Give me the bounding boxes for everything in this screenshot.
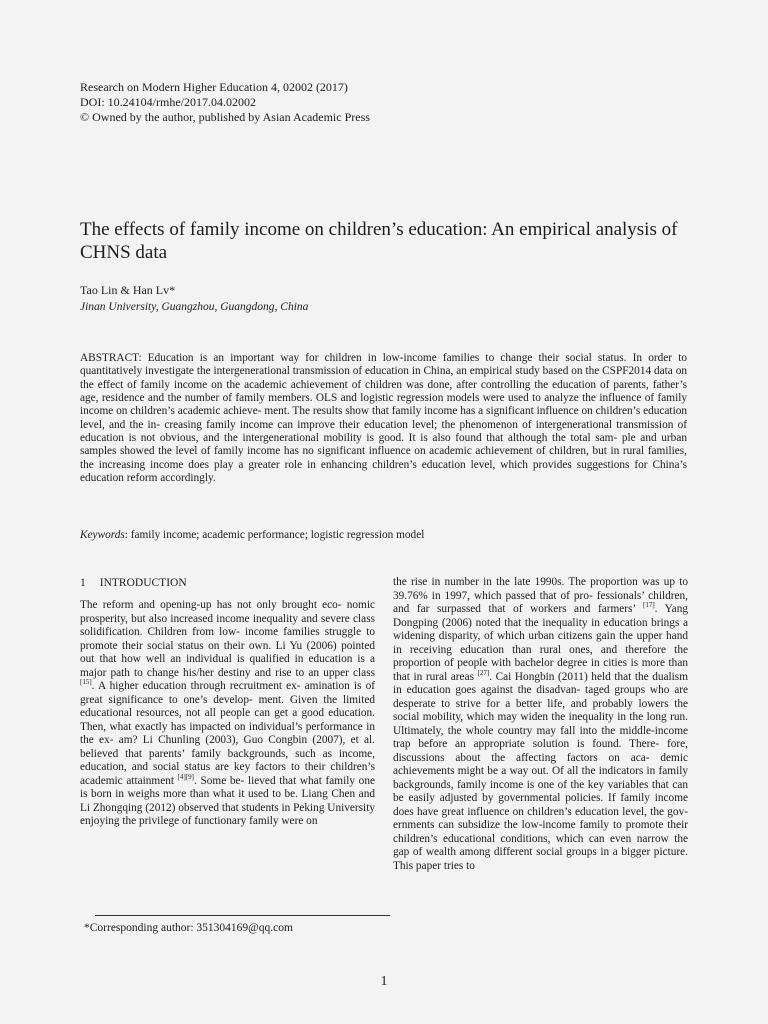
doi: DOI: 10.24104/rmhe/2017.04.02002 — [80, 95, 256, 109]
left-text-2: . A higher education through recruitment ex- amination is of great significance to one’s develop- ment. Given the limited educational resources, not all people can get a good education. Then, what exactly has impacted on individual’s performance in the ex- am? Li Chunling (2003), Guo Congbin (2007), et al. believed that parents’ family backgrounds, such as income, education, and social status are key factors to their children’s academic attainment — [80, 680, 375, 787]
affiliation: Jinan University, Guangzhou, Guangdong, China — [80, 301, 309, 313]
paper-title: The effects of family income on children’s education: An empirical analysis of CHNS data — [80, 219, 678, 263]
right-column — [393, 576, 688, 873]
keywords-text: : family income; academic performance; logistic regression model — [124, 529, 425, 541]
citation-ref: [17] — [642, 601, 655, 610]
copyright-notice: © Owned by the author, published by Asian Academic Press — [80, 110, 370, 124]
intro-paragraph-right — [393, 576, 688, 873]
corresponding-author-footnote: *Corresponding author: 351304169@qq.com — [84, 922, 293, 934]
keywords-label: Keywords — [80, 529, 125, 541]
left-text-1: The reform and opening-up has not only brought eco- nomic prosperity, but also increased income inequality and severe class solidification. Children from low- income families struggle to promote their social status on their own. Li Yu (2006) pointed out that how well an individual is qualified in education is a major path to change his/her destiny and rise to an upper class — [80, 599, 375, 679]
journal-header — [80, 80, 640, 125]
intro-paragraph-left — [80, 599, 375, 829]
keywords — [80, 528, 687, 542]
section-heading — [80, 576, 375, 590]
abstract: ABSTRACT: Education is an important way for children in low-income families to change their social status. In order to quantitatively investigate the intergenerational transmission of education in China, an empirical study based on the CSPF2014 data on the effect of family income on the academic achievement of children was done, after controlling the education of parents, father’s age, residence and the number of family members. OLS and logistic regression models were used to analyze the influence of family income on children’s academic achieve- ment. The results show that family income has a significant influence on children’s education level, and the in- creasing family income can improve their education level; the phenomenon of intergenerational transmission of education is not obvious, and the intergenerational mobility is good. It is also found that although the total sam- ple and urban samples showed the level of family income has no significant influence on academic achievement of children, but in rural families, the increasing income does play a greater role in enhancing children’s education level, which provides suggestions for China’s education reform accordingly. — [80, 352, 687, 485]
citation-ref: [15] — [80, 678, 92, 687]
journal-citation: Research on Modern Higher Education 4, 02002 (2017) — [80, 80, 348, 94]
right-text-2: . Yang Dongping (2006) noted that the inequality in education brings a widening disparity, of which urban citizens gain the upper hand in receiving education than rural ones, and therefore the proportion of people with bachelor degree in cities is more than that in rural areas — [393, 603, 688, 683]
right-text-3: . Cai Hongbin (2011) held that the dualism in education goes against the disadvan- taged groups who are desperate to strive for a better life, and probably lowers the social mobility, which may widen the inequality in the long run. Ultimately, the whole country may fall into the middle-income trap before an appropriate solution is found. There- fore, discussions about the affecting factors on aca- demic achievements might be a way out. Of all the indicators in family backgrounds, family income is one of the key variables that can be easily adjusted by governmental policies. If family income does have great influence on children’s education level, the gov- ernments can subsidize the low-income family to promote their children’s educational conditions, which can even narrow the gap of wealth among different social groups in a bigger picture. This paper tries to — [393, 670, 688, 872]
page-number: 1 — [380, 974, 388, 989]
right-text-1: the rise in number in the late 1990s. The proportion was up to 39.76% in 1997, which passed that of pro- fessionals’ children, and far surpassed that of workers and farmers’ — [393, 576, 688, 615]
citation-ref: [27] — [477, 668, 490, 677]
left-text-3: . Some be- lieved that what family one is born in weighs more than what it used to be. Liang Chen and Li Zhongqing (2012) observed that students in Peking University enjoying the privilege of functionary family were on — [80, 774, 375, 827]
authors: Tao Lin & Han Lv* — [80, 283, 176, 297]
citation-ref: [4][9] — [177, 772, 194, 781]
left-column — [80, 576, 375, 829]
section-number: 1 — [80, 577, 86, 589]
footnote-divider — [95, 915, 390, 916]
section-title: INTRODUCTION — [99, 577, 187, 589]
